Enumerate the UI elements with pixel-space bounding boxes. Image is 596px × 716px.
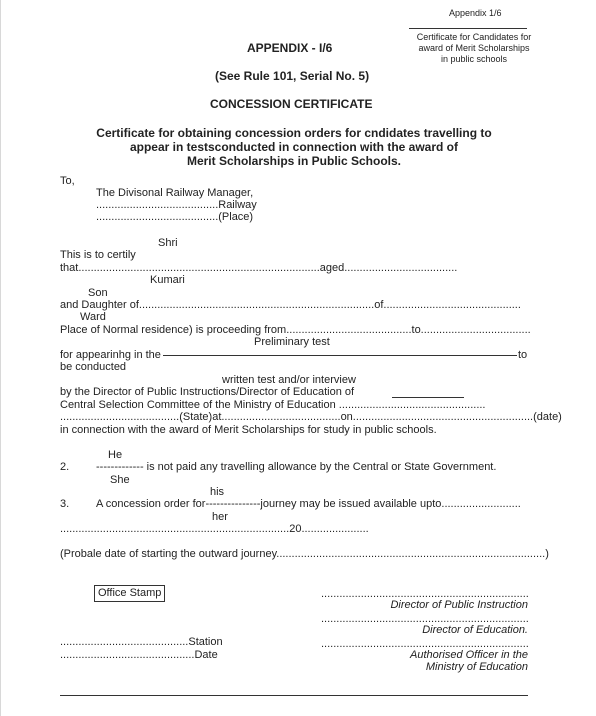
parent-line: and Daughter of.............................................................................of............................................. xyxy=(60,299,521,311)
authorised-officer-line-2: Ministry of Education xyxy=(425,661,528,673)
side-note-line-1: Certificate for Candidates for xyxy=(416,32,532,42)
para-2-text: ------------- is not paid any travelling allowance by the Central or State Government. xyxy=(96,461,497,473)
signature-dots-3: .................................................................... xyxy=(321,638,529,650)
committee-line: Central Selection Committee of the Ministry of Education ................................................ xyxy=(60,399,486,411)
side-note-line-3: in public schools xyxy=(440,54,508,64)
appearing-label: for appearinhg in the xyxy=(60,349,161,361)
purpose-line-3: Merit Scholarships in Public Schools. xyxy=(186,154,402,168)
page-edge xyxy=(0,0,1,716)
director-public-instruction: Director of Public Instruction xyxy=(390,599,528,611)
his-option: his xyxy=(210,486,225,498)
authorised-officer-line-1: Authorised Officer in the xyxy=(409,649,528,661)
certify-text: This is to certily xyxy=(60,249,136,261)
preliminary-test-option: Preliminary test xyxy=(254,336,330,348)
appendix-reference: Appendix 1/6 xyxy=(449,8,502,18)
written-test-option: written test and/or interview xyxy=(222,374,356,386)
director-education: Director of Education. xyxy=(422,624,528,636)
shri-option: Shri xyxy=(158,237,178,249)
test-type-blank xyxy=(163,355,517,356)
office-stamp-box: Office Stamp xyxy=(94,585,165,602)
state-blank xyxy=(392,397,464,398)
reference-rule xyxy=(409,28,527,29)
purpose-line-1: Certificate for obtaining concession orders for cndidates travelling to xyxy=(96,126,492,140)
state-date-line: .......................................(State)at.......................................on...........................................................(date) xyxy=(60,411,562,423)
son-option: Son xyxy=(88,287,108,299)
place-field: ........................................(Place) xyxy=(96,211,254,223)
kumari-option: Kumari xyxy=(150,274,185,286)
validity-date-line: ...........................................................................20...................... xyxy=(60,523,369,535)
signature-dots-1: .................................................................... xyxy=(321,588,529,600)
para-3-number: 3. xyxy=(60,498,70,510)
station-field: ..........................................Station xyxy=(60,636,223,648)
connection-line: in connection with the award of Merit Scholarships for study in public schools. xyxy=(60,424,437,436)
residence-line: Place of Normal residence) is proceeding from.........................................to.................................... xyxy=(60,324,531,336)
her-option: her xyxy=(212,511,228,523)
bottom-rule xyxy=(60,695,528,696)
para-2-number: 2. xyxy=(60,461,70,473)
certificate-title: CONCESSION CERTIFICATE xyxy=(210,97,373,111)
railway-field: ........................................Railway xyxy=(96,199,257,211)
ward-option: Ward xyxy=(80,311,106,323)
signature-dots-2: .................................................................... xyxy=(321,613,529,625)
she-option: She xyxy=(110,474,130,486)
to-label: To, xyxy=(60,175,75,187)
director-line: by the Director of Public Instructions/Director of Education of xyxy=(60,386,355,398)
date-field: ............................................Date xyxy=(60,649,218,661)
para-3-text: A concession order for---------------journey may be issued available upto.......................... xyxy=(96,498,521,510)
conducted-label: be conducted xyxy=(60,361,127,373)
appearing-to: to xyxy=(518,349,528,361)
addressee: The Divisonal Railway Manager, xyxy=(96,187,254,199)
purpose-line-2: appear in testsconducted in connection with the award of xyxy=(129,140,459,154)
he-option: He xyxy=(108,449,123,461)
side-note-line-2: award of Merit Scholarships xyxy=(418,43,530,53)
appendix-heading: APPENDIX - I/6 xyxy=(247,41,333,55)
journey-start-date-line: (Probale date of starting the outward journey........................................................................................) xyxy=(60,548,549,560)
name-age-line: that...............................................................................aged..................................... xyxy=(60,262,458,274)
rule-reference: (See Rule 101, Serial No. 5) xyxy=(215,69,370,83)
